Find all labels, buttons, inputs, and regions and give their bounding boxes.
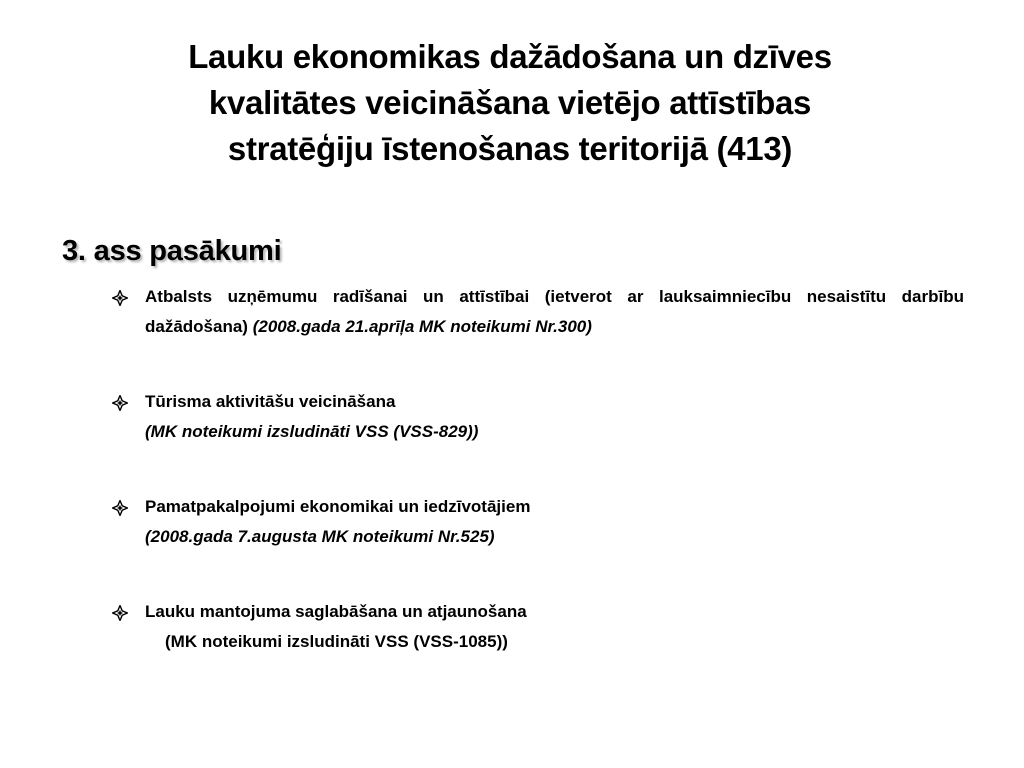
spacer [112,342,964,387]
diamond-star-bullet-icon [112,500,128,516]
item-label: Tūrisma aktivitāšu veicināšana [145,392,396,411]
item-label: Lauku mantojuma saglabāšana un atjaunošana [145,602,527,621]
item-reference: (MK noteikumi izsludināti VSS (VSS-829)) [145,422,479,441]
list-item [112,387,964,447]
diamond-star-bullet-icon [112,605,128,621]
item-label: Atbalsts uzņēmumu radīšanai un attīstībai (ietverot ar lauksaimniecību nesaistītu darbību dažādošana) [145,287,964,336]
spacer [112,447,964,492]
section-heading: 3. ass pasākumi [62,235,282,267]
list-item [112,492,964,552]
diamond-star-bullet-icon [112,395,128,411]
spacer [112,552,964,597]
title-line: Lauku ekonomikas dažādošana un dzīves [188,38,832,75]
title-line: stratēģiju īstenošanas teritorijā (413) [227,130,793,167]
slide-title [60,34,960,172]
item-reference: (MK noteikumi izsludināti VSS (VSS-1085)) [165,632,508,651]
list-item [112,282,964,342]
title-line: kvalitātes veicināšana vietējo attīstības [208,84,812,121]
item-reference: (2008.gada 7.augusta MK noteikumi Nr.525) [145,527,495,546]
diamond-star-bullet-icon [112,290,128,306]
item-reference: (2008.gada 21.aprīļa MK noteikumi Nr.300) [252,317,592,336]
bullet-list [112,282,964,657]
list-item-text [145,282,964,342]
item-label: Pamatpakalpojumi ekonomikai un iedzīvotājiem [145,497,531,516]
list-item [112,597,964,657]
